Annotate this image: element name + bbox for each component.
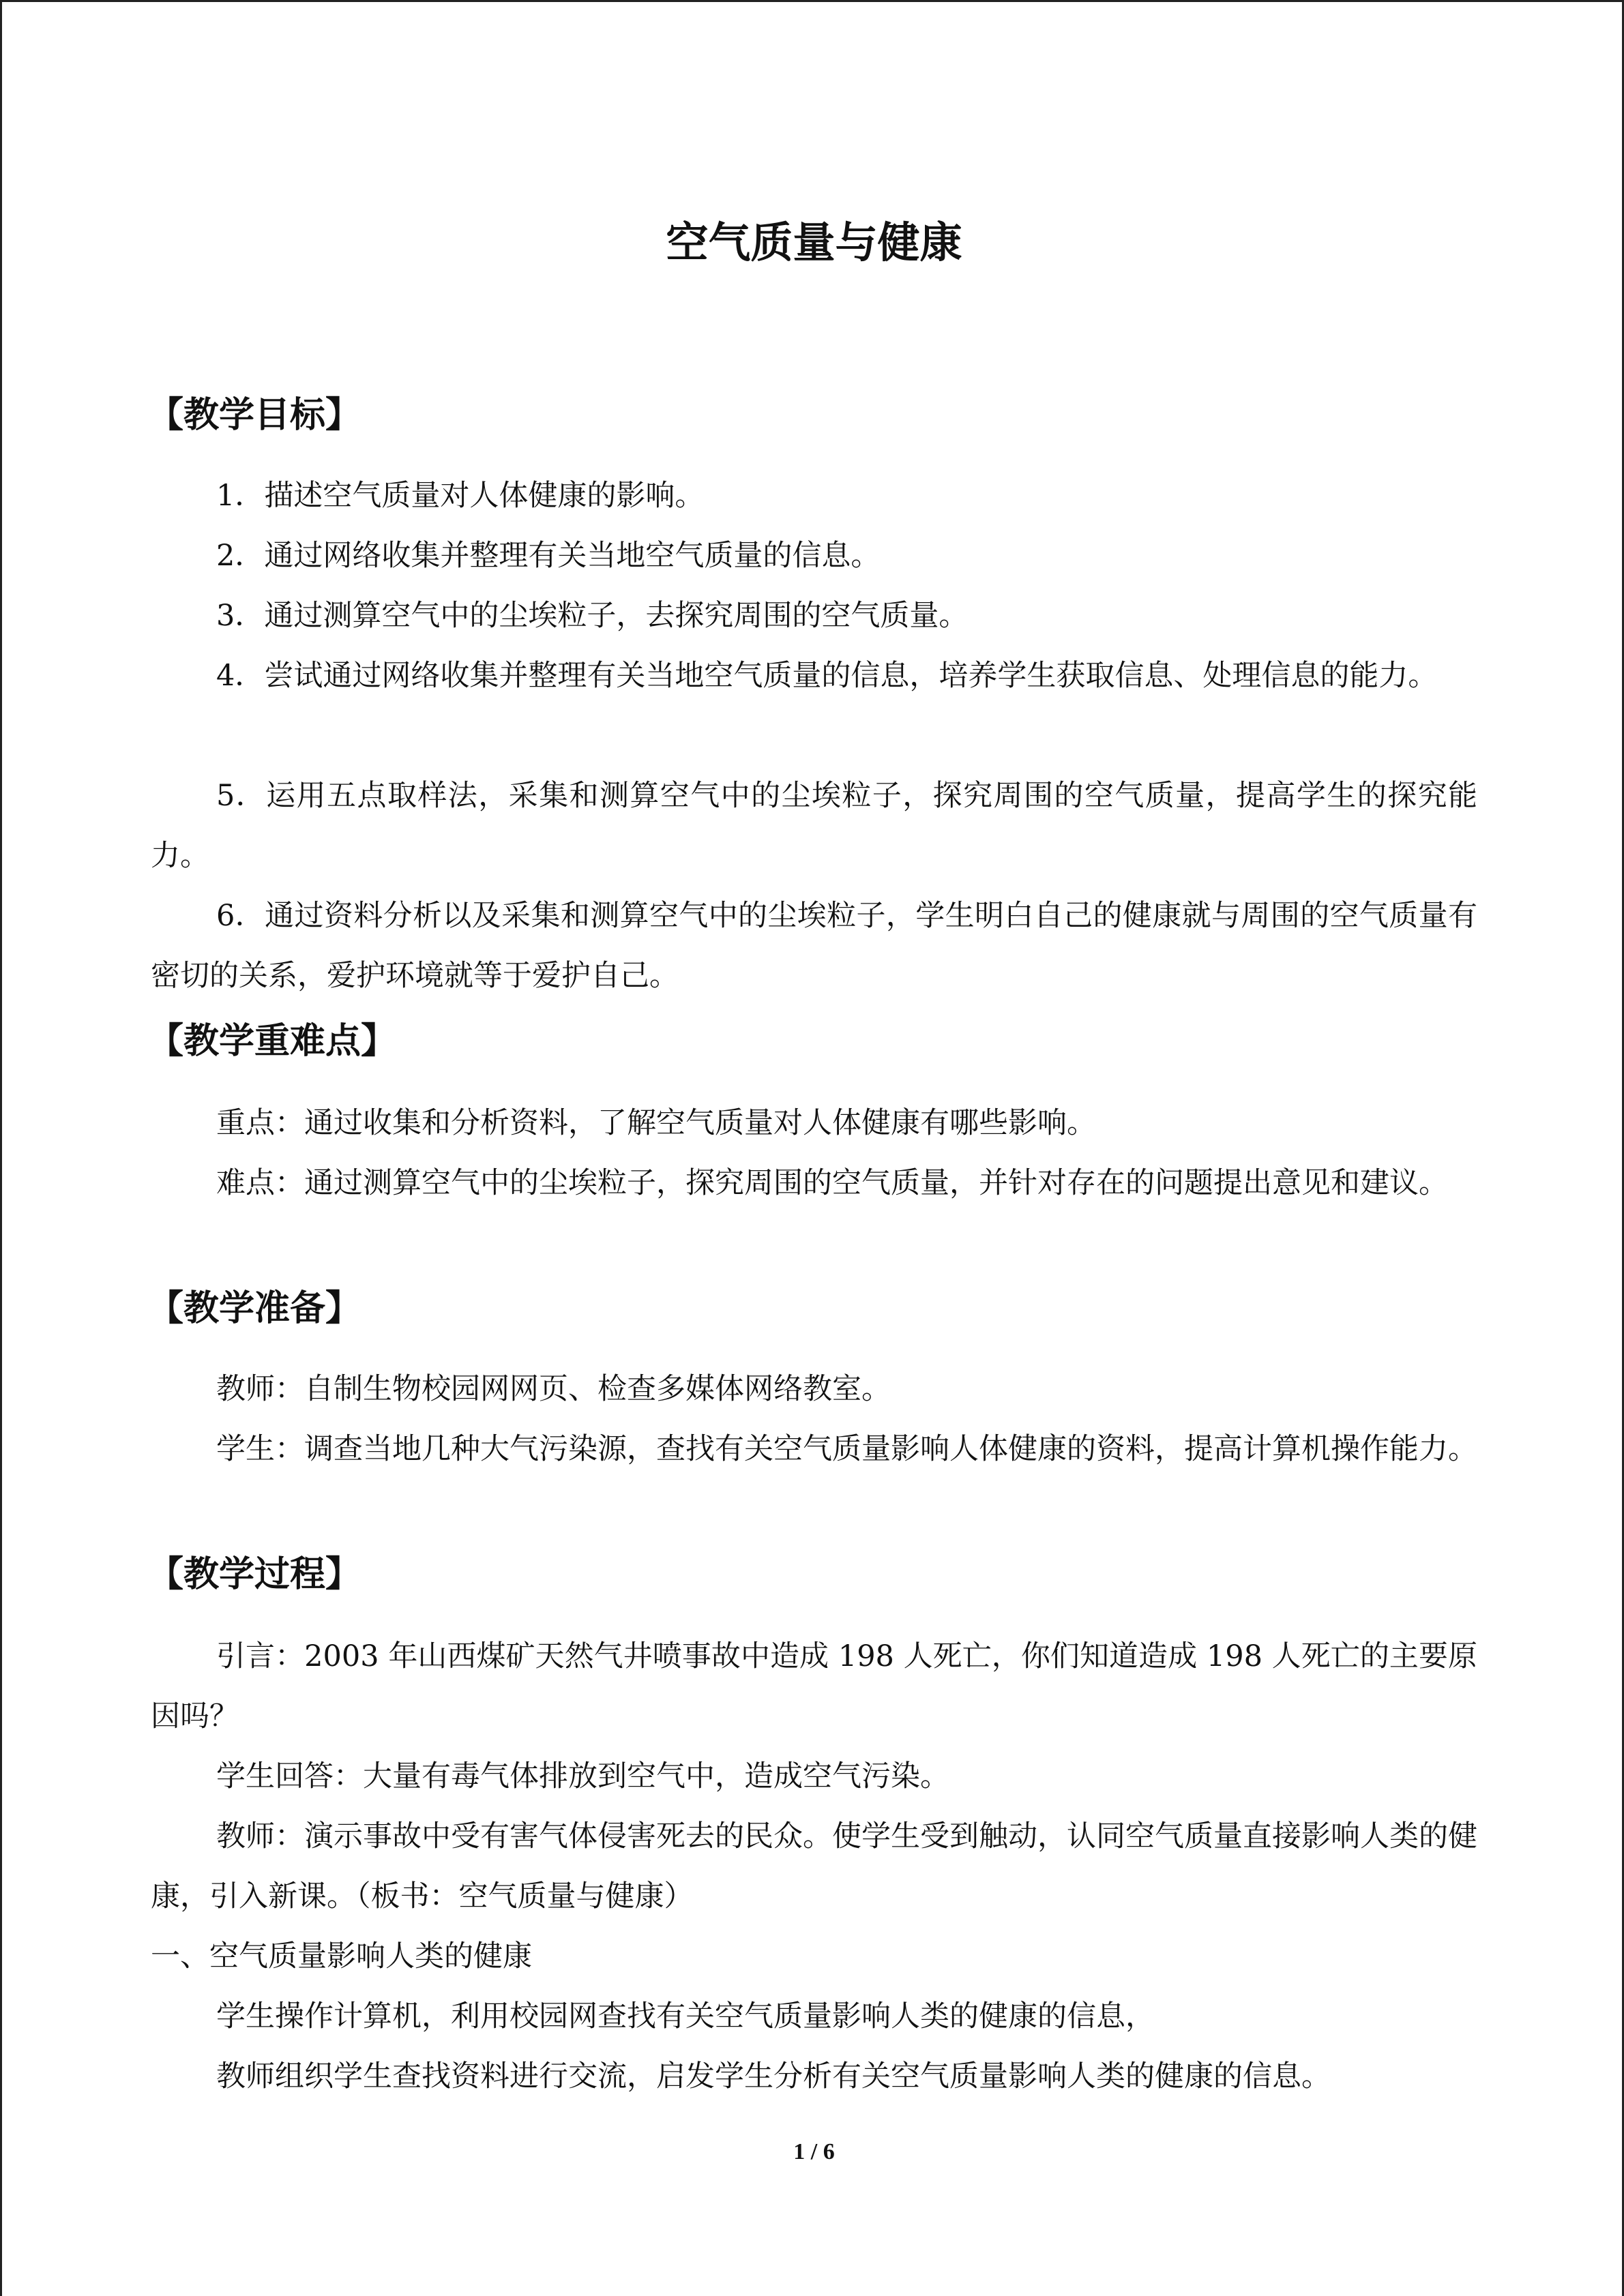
key-point-focus: 重点：通过收集和分析资料，了解空气质量对人体健康有哪些影响。 [216, 1106, 1096, 1140]
process-sub-item-2: 教师组织学生查找资料进行交流，启发学生分析有关空气质量影响人类的健康的信息。 [216, 2059, 1331, 2093]
section-heading-process: 【教学过程】 [148, 1554, 361, 1595]
key-point-difficulty: 难点：通过测算空气中的尘埃粒子，探究周围的空气质量，并针对存在的问题提出意见和建议。 [216, 1166, 1448, 1200]
section-heading-key-points: 【教学重难点】 [148, 1021, 397, 1062]
objective-item-4: 4．尝试通过网络收集并整理有关当地空气质量的信息，培养学生获取信息、处理信息的能力。 [216, 659, 1438, 693]
process-teacher-demo: 教师：演示事故中受有害气体侵害死去的民众。使学生受到触动，认同空气质量直接影响人类的健康，引入新课。（板书：空气质量与健康） [151, 1819, 1477, 1913]
preparation-student: 学生：调查当地几种大气污染源，查找有关空气质量影响人体健康的资料，提高计算机操作能力。 [216, 1432, 1477, 1466]
preparation-teacher: 教师：自制生物校园网网页、检查多媒体网络教室。 [216, 1372, 891, 1406]
section-heading-objectives: 【教学目标】 [148, 395, 361, 436]
document-title: 空气质量与健康 [666, 218, 962, 267]
page-number: 1 / 6 [793, 2139, 835, 2164]
objective-item-3: 3．通过测算空气中的尘埃粒子，去探究周围的空气质量。 [216, 599, 969, 633]
objective-item-6: 6．通过资料分析以及采集和测算空气中的尘埃粒子，学生明白自己的健康就与周围的空气质量有密切的关系，爱护环境就等于爱护自己。 [151, 899, 1477, 993]
process-subheading: 一、空气质量影响人类的健康 [151, 1939, 532, 1973]
section-heading-preparation: 【教学准备】 [148, 1288, 361, 1329]
process-sub-item-1: 学生操作计算机，利用校园网查找有关空气质量影响人类的健康的信息， [216, 1999, 1155, 2033]
process-student-answer: 学生回答：大量有毒气体排放到空气中，造成空气污染。 [216, 1759, 949, 1793]
process-introduction: 引言：2003 年山西煤矿天然气井喷事故中造成 198 人死亡，你们知道造成 198 人死亡的主要原因吗？ [151, 1639, 1477, 1733]
objective-item-2: 2．通过网络收集并整理有关当地空气质量的信息。 [216, 539, 881, 573]
objective-item-5: 5．运用五点取样法，采集和测算空气中的尘埃粒子，探究周围的空气质量，提高学生的探究能力。 [151, 779, 1477, 873]
objective-item-1: 1．描述空气质量对人体健康的影响。 [216, 479, 705, 513]
